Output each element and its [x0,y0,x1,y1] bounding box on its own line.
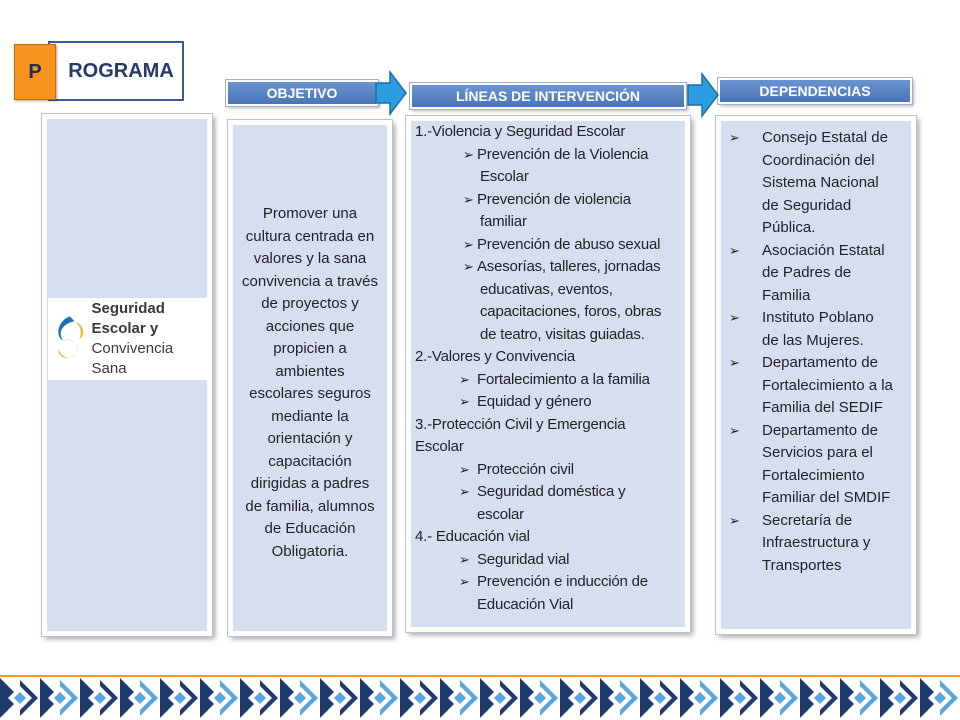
logo-text-line1: Seguridad Escolar y [91,300,165,337]
dep-line: Fortalecimiento [762,466,865,484]
dep-line: ➢ Instituto Poblano [762,309,874,326]
dependencia-item [721,510,911,578]
objetivo-line: Promover una [262,205,358,222]
dep-line: ➢ Asociación Estatal [762,241,885,259]
bullet-line: capacitaciones, foros, obras [480,303,662,320]
bullet-line: ➢ Prevención de violencia [477,190,631,208]
dep-line: Familia del SEDIF [762,399,883,416]
header-dependencias: DEPENDENCIAS [718,78,912,104]
objetivo-line: orientación y [267,430,353,447]
lineas-group-4-title: 4.- Educación vial [415,528,530,545]
program-title-box [48,41,184,101]
dependencia-item [721,420,911,510]
dependencias-panel [716,116,916,634]
dep-line: Familia [762,286,811,304]
lineas-bullet: ➢ Fortalecimiento a la familia [459,369,685,392]
bullet-line: educativas, eventos, [480,280,613,298]
objetivo-line: de Educación [264,520,356,537]
dep-line: Infraestructura y [762,534,871,551]
bullet-line: escolar [477,505,524,523]
dep-line: ➢ Secretaría de [762,511,853,529]
program-title-initial: P [14,44,56,100]
bullet-line: ➢ Prevención de la Violencia [477,145,649,163]
dep-line: de Seguridad [762,196,852,214]
lineas-bullet [459,481,685,526]
lineas-bullet [463,144,685,189]
dep-line: ➢ Consejo Estatal de [762,129,888,146]
bullet-line: Escolar [480,168,529,185]
objetivo-line: de familia, alumnos [245,497,375,515]
objetivo-line: mediante la [271,407,349,425]
objetivo-line: Obligatoria. [271,542,349,560]
dep-line: ➢ Departamento de [762,421,878,439]
bullet-line: ➢ Prevención de abuso sexual [477,235,661,253]
logo-text-line2: Convivencia Sana [91,340,174,377]
program-title-text: ROGRAMA [68,59,174,82]
lineas-bullet [463,189,685,234]
objetivo-line: escolares seguros [249,385,371,402]
lineas-bullet [463,256,685,346]
dependencia-item [721,352,911,420]
header-objetivo: OBJETIVO [226,80,378,106]
bullet-line: ➢ Asesorías, talleres, jornadas [477,258,661,275]
footer-orange-line [0,675,960,677]
lineas-bullet: ➢ Seguridad vial [459,549,685,572]
seguridad-escolar-logo-icon [52,307,88,371]
objetivo-line: propicien a [273,340,347,357]
lineas-panel [406,116,690,632]
objetivo-panel [228,120,392,636]
dependencia-item [721,307,911,352]
lineas-group-3-title-cont: Escolar [415,438,464,455]
objetivo-line: capacitación [268,452,352,470]
bullet-line: ➢ Seguridad doméstica y [477,483,626,500]
dep-line: Transportes [762,556,842,574]
lineas-text [411,121,685,616]
bullet-line: de teatro, visitas guiadas. [480,325,645,343]
logo-text [92,299,208,379]
dep-line: Pública. [762,219,816,236]
arrow-right-icon [686,72,720,118]
dep-line: Servicios para el [762,444,873,461]
bullet-line: Educación Vial [477,595,574,613]
dep-line: Coordinación del [762,151,875,169]
objetivo-line: de proyectos y [261,295,359,312]
dep-line: Fortalecimiento a la [762,376,893,394]
dep-line: Familiar del SMDIF [762,489,891,506]
arrow-right-icon [374,70,408,116]
dep-line: Sistema Nacional [762,174,879,191]
dependencia-item [721,240,911,308]
dependencia-item [721,127,911,240]
footer-pattern [0,678,960,720]
lineas-bullet: ➢ Equidad y género [459,391,685,414]
dep-line: de Padres de [762,264,852,281]
lineas-group-2-title: 2.-Valores y Convivencia [415,348,575,365]
bullet-line: ➢ Prevención e inducción de [477,573,648,590]
lineas-bullet [459,571,685,616]
objetivo-line: acciones que [265,317,355,335]
objetivo-line: cultura centrada en [245,227,375,245]
lineas-bullet [463,234,685,257]
header-lineas-intervencion: LÍNEAS DE INTERVENCIÓN [410,83,686,109]
objetivo-line: convivencia a través [242,272,378,290]
objetivo-line: ambientes [275,362,345,380]
objetivo-line: dirigidas a padres [250,475,370,492]
bullet-line: familiar [480,213,527,230]
dep-line: ➢ Departamento de [762,354,878,371]
logo-card [48,298,208,380]
lineas-group-1-title: 1.-Violencia y Seguridad Escolar [415,123,626,140]
objetivo-line: valores y la sana [253,250,367,267]
dependencias-text [721,121,911,577]
lineas-group-3-title: 3.-Protección Civil y Emergencia [415,415,626,433]
dep-line: de las Mujeres. [762,331,864,349]
lineas-bullet: ➢ Protección civil [459,459,685,482]
objetivo-text [233,125,387,563]
